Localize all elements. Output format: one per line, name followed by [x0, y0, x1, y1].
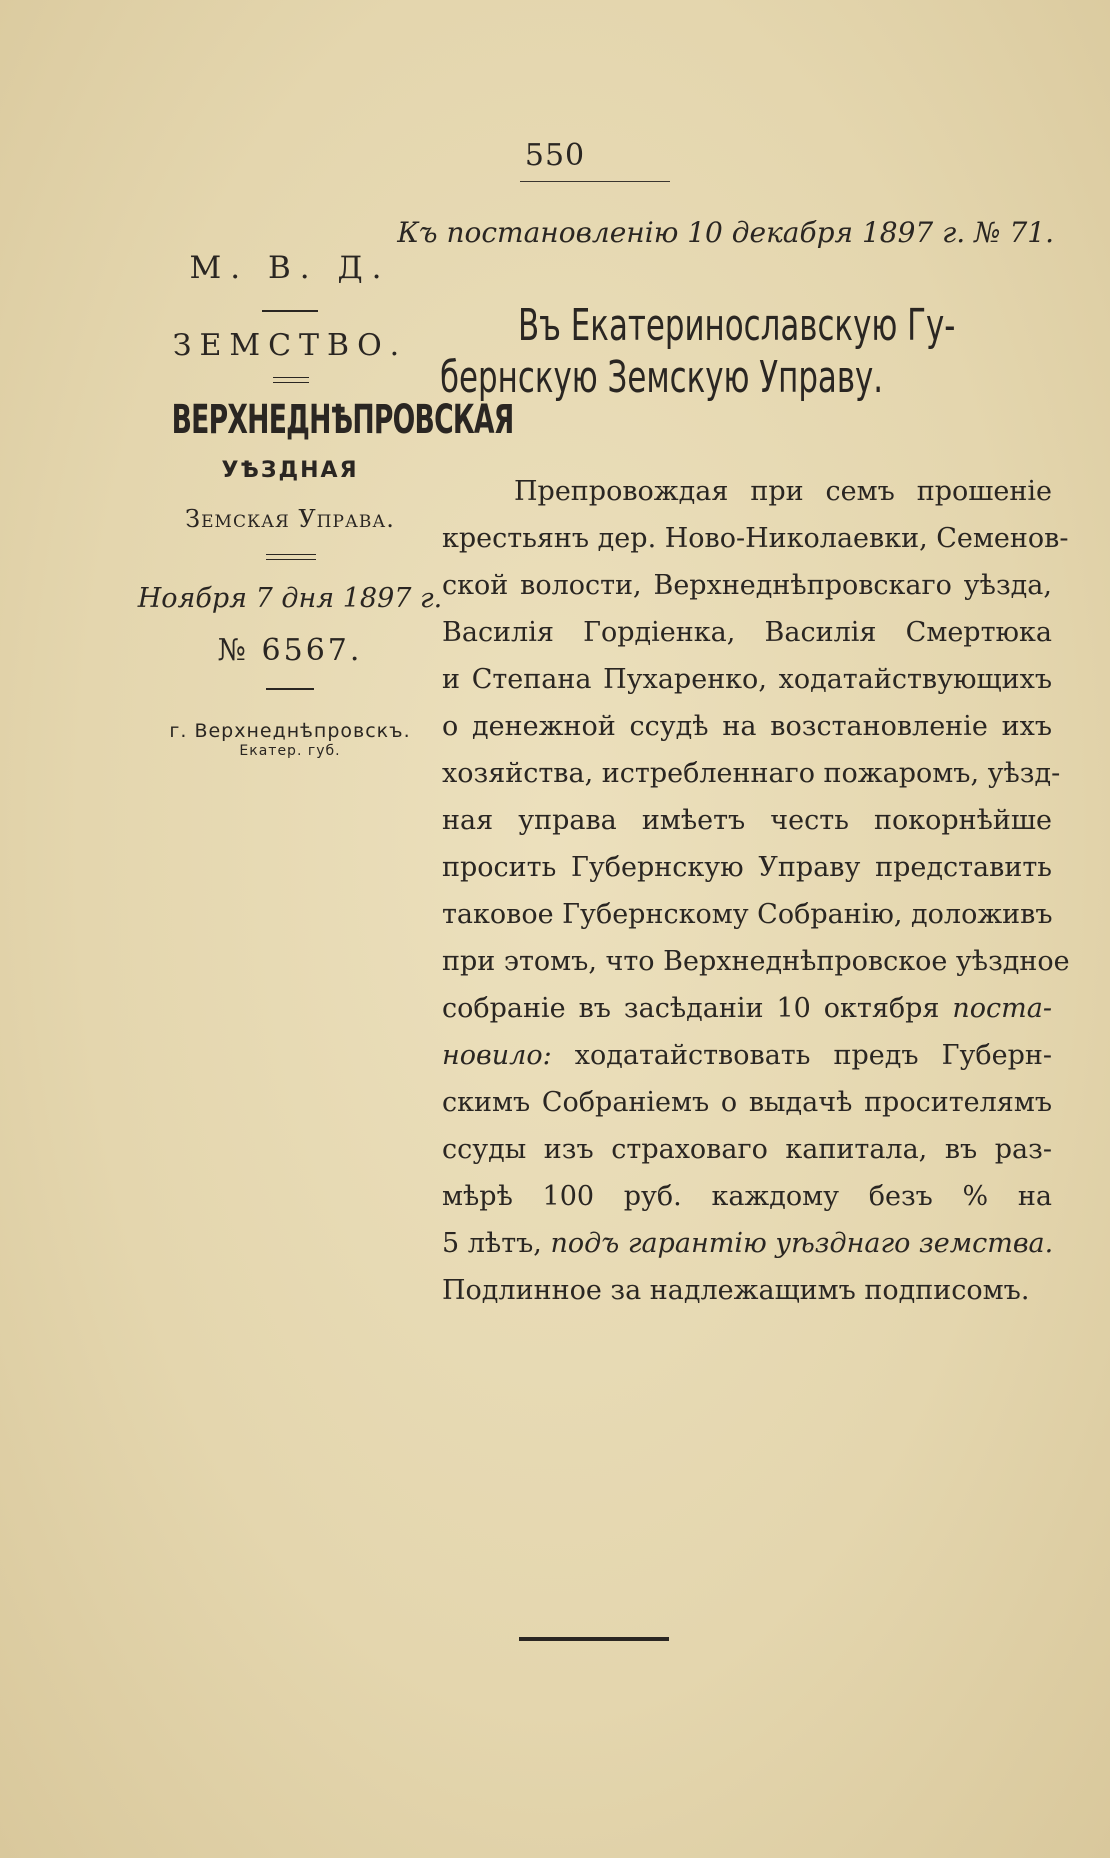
body-line: ссуды изъ страховаго капитала, въ раз-: [442, 1134, 1052, 1165]
double-rule: [266, 554, 316, 560]
decree-reference: Къ постановленію 10 декабря 1897 г. № 71.: [397, 216, 1054, 249]
body-line: хозяйства, истребленнаго пожаромъ, уѣзд-: [442, 758, 1061, 789]
body-emphasis: подъ гарантію уѣзднаго земства.: [550, 1228, 1054, 1259]
district-name: ВЕРХНЕДНѢПРОВСКАЯ: [171, 397, 514, 443]
end-rule: [519, 1637, 669, 1641]
body-line: Препровождая при семъ прошеніе: [514, 476, 1052, 507]
body-text: собраніе въ засѣданіи 10 октября: [442, 993, 953, 1024]
body-line: таковое Губернскому Собранію, доложивъ: [442, 899, 1053, 930]
body-line: при этомъ, что Верхнеднѣпровское уѣздное: [442, 946, 1070, 977]
body-line: крестьянъ дер. Ново-Николаевки, Семенов-: [442, 523, 1069, 554]
body-line: ской волости, Верхнеднѣпровскаго уѣзда,: [442, 570, 1052, 601]
page-number: 550: [524, 138, 586, 173]
body-text: ходатайствовать предъ Губерн-: [551, 1040, 1052, 1071]
body-line: Подлинное за надлежащимъ подписомъ.: [442, 1275, 1030, 1306]
body-emphasis: поста-: [952, 993, 1052, 1024]
body-line: [442, 1032, 1052, 1079]
page-number-rule: [520, 181, 670, 182]
district-adjective: УѢЗДНАЯ: [221, 458, 359, 483]
board-name: Земская Управа.: [185, 505, 395, 533]
addressee-line: Въ Екатеринославскую Гу-: [518, 300, 956, 351]
body-line: [442, 985, 1052, 1032]
city-name: г. Верхнеднѣпровскъ.: [169, 720, 411, 742]
ministry-label: М. В. Д.: [189, 250, 391, 286]
double-rule: [273, 377, 309, 383]
zemstvo-label: ЗЕМСТВО.: [172, 328, 408, 363]
body-line: мѣрѣ 100 руб. каждому безъ % на: [442, 1181, 1052, 1212]
body-emphasis: новило:: [442, 1040, 552, 1071]
body-line: ная управа имѣетъ честь покорнѣйше: [442, 805, 1052, 836]
body-line: просить Губернскую Управу представить: [442, 852, 1052, 883]
body-line: и Степана Пухаренко, ходатайствующихъ: [442, 664, 1052, 695]
body-line: Василія Гордіенка, Василія Смертюка: [442, 617, 1052, 648]
letter-date: Ноября 7 дня 1897 г.: [137, 583, 443, 614]
outgoing-number: № 6567.: [217, 633, 363, 668]
body-line: скимъ Собраніемъ о выдачѣ просителямъ: [442, 1087, 1052, 1118]
divider-rule: [266, 688, 314, 690]
province-name: Екатер. губ.: [239, 743, 341, 759]
body-line: о денежной ссудѣ на возстановленіе ихъ: [442, 711, 1052, 742]
divider-rule: [262, 310, 318, 312]
body-line: [442, 1220, 1052, 1267]
body-text: 5 лѣтъ,: [442, 1228, 551, 1259]
addressee-line: бернскую Земскую Управу.: [440, 352, 884, 403]
